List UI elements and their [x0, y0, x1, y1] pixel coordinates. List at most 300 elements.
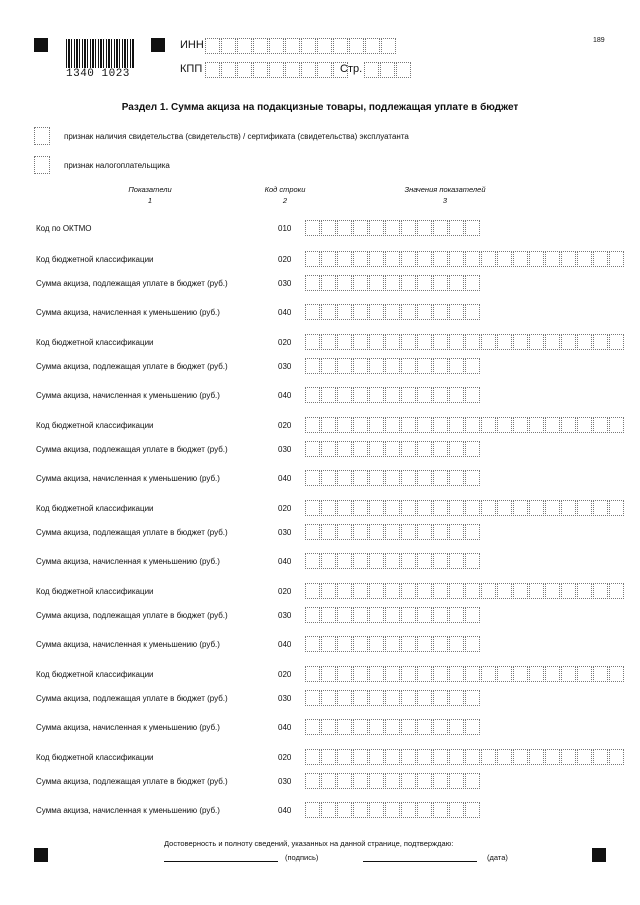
character-cell[interactable]	[465, 802, 480, 818]
character-cell[interactable]	[449, 470, 464, 486]
character-cell[interactable]	[513, 417, 528, 433]
character-cell[interactable]	[465, 358, 480, 374]
character-cell[interactable]	[417, 470, 432, 486]
character-cell[interactable]	[369, 802, 384, 818]
character-cell[interactable]	[369, 583, 384, 599]
character-cell[interactable]	[465, 749, 480, 765]
character-cell[interactable]	[321, 358, 336, 374]
character-cell[interactable]	[497, 251, 512, 267]
character-cell[interactable]	[205, 62, 220, 78]
character-cell[interactable]	[417, 441, 432, 457]
character-cell[interactable]	[353, 773, 368, 789]
character-cell[interactable]	[385, 749, 400, 765]
kbk-field[interactable]	[305, 417, 625, 433]
character-cell[interactable]	[385, 387, 400, 403]
character-cell[interactable]	[337, 417, 352, 433]
character-cell[interactable]	[449, 251, 464, 267]
character-cell[interactable]	[285, 62, 300, 78]
character-cell[interactable]	[253, 62, 268, 78]
character-cell[interactable]	[449, 553, 464, 569]
character-cell[interactable]	[321, 666, 336, 682]
character-cell[interactable]	[385, 417, 400, 433]
character-cell[interactable]	[609, 251, 624, 267]
character-cell[interactable]	[385, 251, 400, 267]
character-cell[interactable]	[433, 387, 448, 403]
character-cell[interactable]	[449, 802, 464, 818]
character-cell[interactable]	[321, 583, 336, 599]
character-cell[interactable]	[353, 607, 368, 623]
character-cell[interactable]	[433, 470, 448, 486]
character-cell[interactable]	[385, 470, 400, 486]
character-cell[interactable]	[417, 636, 432, 652]
character-cell[interactable]	[385, 334, 400, 350]
excise-payable-field[interactable]	[305, 524, 481, 540]
kbk-field[interactable]	[305, 251, 625, 267]
character-cell[interactable]	[385, 441, 400, 457]
character-cell[interactable]	[449, 749, 464, 765]
character-cell[interactable]	[353, 441, 368, 457]
character-cell[interactable]	[401, 583, 416, 599]
excise-payable-field[interactable]	[305, 441, 481, 457]
character-cell[interactable]	[401, 251, 416, 267]
character-cell[interactable]	[337, 553, 352, 569]
character-cell[interactable]	[545, 500, 560, 516]
character-cell[interactable]	[433, 334, 448, 350]
character-cell[interactable]	[285, 38, 300, 54]
character-cell[interactable]	[449, 220, 464, 236]
character-cell[interactable]	[337, 220, 352, 236]
character-cell[interactable]	[417, 773, 432, 789]
character-cell[interactable]	[369, 524, 384, 540]
character-cell[interactable]	[529, 583, 544, 599]
character-cell[interactable]	[465, 666, 480, 682]
character-cell[interactable]	[353, 500, 368, 516]
character-cell[interactable]	[369, 690, 384, 706]
character-cell[interactable]	[465, 275, 480, 291]
character-cell[interactable]	[513, 251, 528, 267]
character-cell[interactable]	[433, 304, 448, 320]
character-cell[interactable]	[305, 417, 320, 433]
character-cell[interactable]	[317, 62, 332, 78]
character-cell[interactable]	[449, 773, 464, 789]
character-cell[interactable]	[321, 553, 336, 569]
oktmo-field[interactable]	[305, 220, 481, 236]
character-cell[interactable]	[465, 719, 480, 735]
character-cell[interactable]	[385, 802, 400, 818]
character-cell[interactable]	[433, 417, 448, 433]
character-cell[interactable]	[561, 583, 576, 599]
character-cell[interactable]	[385, 304, 400, 320]
character-cell[interactable]	[465, 607, 480, 623]
character-cell[interactable]	[337, 690, 352, 706]
character-cell[interactable]	[369, 387, 384, 403]
character-cell[interactable]	[401, 500, 416, 516]
character-cell[interactable]	[321, 417, 336, 433]
character-cell[interactable]	[353, 358, 368, 374]
character-cell[interactable]	[433, 220, 448, 236]
date-line[interactable]	[363, 861, 477, 862]
character-cell[interactable]	[577, 500, 592, 516]
character-cell[interactable]	[385, 719, 400, 735]
character-cell[interactable]	[337, 749, 352, 765]
character-cell[interactable]	[337, 304, 352, 320]
character-cell[interactable]	[369, 275, 384, 291]
excise-payable-field[interactable]	[305, 358, 481, 374]
character-cell[interactable]	[353, 417, 368, 433]
character-cell[interactable]	[401, 220, 416, 236]
character-cell[interactable]	[545, 251, 560, 267]
character-cell[interactable]	[417, 524, 432, 540]
character-cell[interactable]	[337, 275, 352, 291]
character-cell[interactable]	[385, 583, 400, 599]
character-cell[interactable]	[305, 387, 320, 403]
character-cell[interactable]	[433, 690, 448, 706]
character-cell[interactable]	[433, 251, 448, 267]
character-cell[interactable]	[449, 666, 464, 682]
excise-payable-field[interactable]	[305, 607, 481, 623]
character-cell[interactable]	[545, 583, 560, 599]
character-cell[interactable]	[561, 334, 576, 350]
character-cell[interactable]	[401, 387, 416, 403]
character-cell[interactable]	[385, 275, 400, 291]
character-cell[interactable]	[609, 666, 624, 682]
character-cell[interactable]	[385, 636, 400, 652]
character-cell[interactable]	[353, 553, 368, 569]
character-cell[interactable]	[465, 304, 480, 320]
character-cell[interactable]	[321, 636, 336, 652]
character-cell[interactable]	[609, 417, 624, 433]
excise-decrease-field[interactable]	[305, 470, 481, 486]
character-cell[interactable]	[364, 62, 379, 78]
character-cell[interactable]	[353, 749, 368, 765]
character-cell[interactable]	[353, 719, 368, 735]
excise-decrease-field[interactable]	[305, 304, 481, 320]
character-cell[interactable]	[577, 417, 592, 433]
character-cell[interactable]	[353, 387, 368, 403]
character-cell[interactable]	[353, 334, 368, 350]
character-cell[interactable]	[353, 666, 368, 682]
character-cell[interactable]	[449, 275, 464, 291]
character-cell[interactable]	[369, 470, 384, 486]
character-cell[interactable]	[221, 62, 236, 78]
character-cell[interactable]	[481, 334, 496, 350]
character-cell[interactable]	[561, 417, 576, 433]
character-cell[interactable]	[433, 524, 448, 540]
character-cell[interactable]	[385, 220, 400, 236]
character-cell[interactable]	[433, 441, 448, 457]
character-cell[interactable]	[465, 636, 480, 652]
character-cell[interactable]	[381, 38, 396, 54]
character-cell[interactable]	[545, 334, 560, 350]
kbk-field[interactable]	[305, 583, 625, 599]
excise-decrease-field[interactable]	[305, 802, 481, 818]
excise-decrease-field[interactable]	[305, 719, 481, 735]
character-cell[interactable]	[369, 553, 384, 569]
character-cell[interactable]	[305, 524, 320, 540]
character-cell[interactable]	[401, 666, 416, 682]
character-cell[interactable]	[465, 500, 480, 516]
character-cell[interactable]	[305, 220, 320, 236]
character-cell[interactable]	[465, 334, 480, 350]
excise-decrease-field[interactable]	[305, 553, 481, 569]
character-cell[interactable]	[305, 773, 320, 789]
character-cell[interactable]	[369, 636, 384, 652]
character-cell[interactable]	[417, 553, 432, 569]
character-cell[interactable]	[449, 441, 464, 457]
character-cell[interactable]	[305, 470, 320, 486]
character-cell[interactable]	[417, 251, 432, 267]
character-cell[interactable]	[253, 38, 268, 54]
character-cell[interactable]	[221, 38, 236, 54]
character-cell[interactable]	[401, 470, 416, 486]
character-cell[interactable]	[465, 553, 480, 569]
character-cell[interactable]	[609, 500, 624, 516]
character-cell[interactable]	[433, 358, 448, 374]
character-cell[interactable]	[417, 275, 432, 291]
character-cell[interactable]	[369, 500, 384, 516]
character-cell[interactable]	[385, 500, 400, 516]
character-cell[interactable]	[349, 38, 364, 54]
excise-payable-field[interactable]	[305, 773, 481, 789]
character-cell[interactable]	[353, 690, 368, 706]
character-cell[interactable]	[433, 636, 448, 652]
character-cell[interactable]	[433, 666, 448, 682]
character-cell[interactable]	[417, 417, 432, 433]
character-cell[interactable]	[401, 607, 416, 623]
signature-line[interactable]	[164, 861, 278, 862]
character-cell[interactable]	[321, 220, 336, 236]
character-cell[interactable]	[369, 417, 384, 433]
character-cell[interactable]	[449, 690, 464, 706]
excise-payable-field[interactable]	[305, 275, 481, 291]
kbk-field[interactable]	[305, 749, 625, 765]
character-cell[interactable]	[577, 251, 592, 267]
character-cell[interactable]	[369, 773, 384, 789]
character-cell[interactable]	[321, 441, 336, 457]
character-cell[interactable]	[513, 334, 528, 350]
character-cell[interactable]	[333, 38, 348, 54]
character-cell[interactable]	[205, 38, 220, 54]
character-cell[interactable]	[337, 773, 352, 789]
character-cell[interactable]	[433, 749, 448, 765]
character-cell[interactable]	[513, 500, 528, 516]
character-cell[interactable]	[337, 470, 352, 486]
character-cell[interactable]	[401, 417, 416, 433]
character-cell[interactable]	[321, 802, 336, 818]
character-cell[interactable]	[401, 802, 416, 818]
character-cell[interactable]	[305, 666, 320, 682]
character-cell[interactable]	[369, 607, 384, 623]
character-cell[interactable]	[433, 500, 448, 516]
character-cell[interactable]	[305, 749, 320, 765]
attribute-checkbox-taxpayer[interactable]	[34, 156, 50, 174]
kbk-field[interactable]	[305, 334, 625, 350]
character-cell[interactable]	[609, 583, 624, 599]
character-cell[interactable]	[465, 441, 480, 457]
character-cell[interactable]	[593, 749, 608, 765]
character-cell[interactable]	[609, 749, 624, 765]
character-cell[interactable]	[481, 583, 496, 599]
character-cell[interactable]	[529, 334, 544, 350]
character-cell[interactable]	[269, 38, 284, 54]
character-cell[interactable]	[465, 524, 480, 540]
character-cell[interactable]	[417, 387, 432, 403]
character-cell[interactable]	[577, 749, 592, 765]
character-cell[interactable]	[417, 358, 432, 374]
character-cell[interactable]	[385, 666, 400, 682]
character-cell[interactable]	[417, 802, 432, 818]
character-cell[interactable]	[433, 773, 448, 789]
character-cell[interactable]	[449, 607, 464, 623]
character-cell[interactable]	[497, 417, 512, 433]
character-cell[interactable]	[481, 666, 496, 682]
character-cell[interactable]	[305, 690, 320, 706]
character-cell[interactable]	[401, 553, 416, 569]
character-cell[interactable]	[529, 251, 544, 267]
character-cell[interactable]	[465, 220, 480, 236]
character-cell[interactable]	[417, 749, 432, 765]
character-cell[interactable]	[353, 275, 368, 291]
character-cell[interactable]	[337, 387, 352, 403]
character-cell[interactable]	[513, 583, 528, 599]
character-cell[interactable]	[497, 666, 512, 682]
character-cell[interactable]	[481, 251, 496, 267]
character-cell[interactable]	[449, 524, 464, 540]
character-cell[interactable]	[369, 719, 384, 735]
character-cell[interactable]	[369, 304, 384, 320]
character-cell[interactable]	[417, 220, 432, 236]
character-cell[interactable]	[305, 500, 320, 516]
character-cell[interactable]	[321, 470, 336, 486]
character-cell[interactable]	[497, 749, 512, 765]
character-cell[interactable]	[380, 62, 395, 78]
kbk-field[interactable]	[305, 666, 625, 682]
character-cell[interactable]	[305, 275, 320, 291]
character-cell[interactable]	[433, 802, 448, 818]
character-cell[interactable]	[337, 441, 352, 457]
character-cell[interactable]	[481, 749, 496, 765]
character-cell[interactable]	[593, 583, 608, 599]
character-cell[interactable]	[353, 802, 368, 818]
character-cell[interactable]	[529, 666, 544, 682]
kpp-field[interactable]	[205, 62, 349, 78]
character-cell[interactable]	[449, 583, 464, 599]
character-cell[interactable]	[337, 636, 352, 652]
character-cell[interactable]	[321, 719, 336, 735]
character-cell[interactable]	[321, 304, 336, 320]
character-cell[interactable]	[401, 441, 416, 457]
character-cell[interactable]	[529, 417, 544, 433]
character-cell[interactable]	[237, 62, 252, 78]
character-cell[interactable]	[545, 749, 560, 765]
character-cell[interactable]	[449, 636, 464, 652]
character-cell[interactable]	[305, 553, 320, 569]
character-cell[interactable]	[353, 470, 368, 486]
excise-payable-field[interactable]	[305, 690, 481, 706]
character-cell[interactable]	[417, 304, 432, 320]
character-cell[interactable]	[449, 500, 464, 516]
character-cell[interactable]	[545, 417, 560, 433]
character-cell[interactable]	[337, 583, 352, 599]
character-cell[interactable]	[321, 275, 336, 291]
character-cell[interactable]	[561, 251, 576, 267]
character-cell[interactable]	[369, 358, 384, 374]
character-cell[interactable]	[465, 583, 480, 599]
character-cell[interactable]	[385, 524, 400, 540]
character-cell[interactable]	[353, 304, 368, 320]
character-cell[interactable]	[465, 690, 480, 706]
character-cell[interactable]	[337, 666, 352, 682]
character-cell[interactable]	[481, 500, 496, 516]
character-cell[interactable]	[337, 802, 352, 818]
character-cell[interactable]	[321, 500, 336, 516]
character-cell[interactable]	[417, 607, 432, 623]
character-cell[interactable]	[561, 666, 576, 682]
character-cell[interactable]	[305, 607, 320, 623]
character-cell[interactable]	[593, 666, 608, 682]
character-cell[interactable]	[433, 275, 448, 291]
character-cell[interactable]	[365, 38, 380, 54]
kbk-field[interactable]	[305, 500, 625, 516]
character-cell[interactable]	[369, 666, 384, 682]
character-cell[interactable]	[593, 251, 608, 267]
character-cell[interactable]	[385, 690, 400, 706]
character-cell[interactable]	[401, 334, 416, 350]
character-cell[interactable]	[513, 749, 528, 765]
character-cell[interactable]	[401, 524, 416, 540]
page-field[interactable]	[364, 62, 412, 78]
character-cell[interactable]	[369, 749, 384, 765]
character-cell[interactable]	[321, 524, 336, 540]
character-cell[interactable]	[305, 802, 320, 818]
character-cell[interactable]	[321, 749, 336, 765]
character-cell[interactable]	[465, 251, 480, 267]
excise-decrease-field[interactable]	[305, 636, 481, 652]
character-cell[interactable]	[305, 251, 320, 267]
character-cell[interactable]	[337, 358, 352, 374]
character-cell[interactable]	[401, 749, 416, 765]
character-cell[interactable]	[577, 666, 592, 682]
character-cell[interactable]	[353, 251, 368, 267]
character-cell[interactable]	[529, 500, 544, 516]
character-cell[interactable]	[396, 62, 411, 78]
character-cell[interactable]	[449, 358, 464, 374]
character-cell[interactable]	[305, 636, 320, 652]
character-cell[interactable]	[337, 251, 352, 267]
character-cell[interactable]	[337, 719, 352, 735]
character-cell[interactable]	[417, 500, 432, 516]
character-cell[interactable]	[385, 553, 400, 569]
character-cell[interactable]	[321, 334, 336, 350]
character-cell[interactable]	[417, 583, 432, 599]
character-cell[interactable]	[449, 387, 464, 403]
character-cell[interactable]	[465, 417, 480, 433]
character-cell[interactable]	[609, 334, 624, 350]
character-cell[interactable]	[337, 607, 352, 623]
character-cell[interactable]	[321, 773, 336, 789]
character-cell[interactable]	[433, 583, 448, 599]
character-cell[interactable]	[449, 304, 464, 320]
character-cell[interactable]	[401, 690, 416, 706]
character-cell[interactable]	[593, 417, 608, 433]
character-cell[interactable]	[369, 251, 384, 267]
character-cell[interactable]	[497, 334, 512, 350]
character-cell[interactable]	[385, 773, 400, 789]
attribute-checkbox-certificate[interactable]	[34, 127, 50, 145]
character-cell[interactable]	[577, 583, 592, 599]
character-cell[interactable]	[465, 470, 480, 486]
character-cell[interactable]	[305, 304, 320, 320]
